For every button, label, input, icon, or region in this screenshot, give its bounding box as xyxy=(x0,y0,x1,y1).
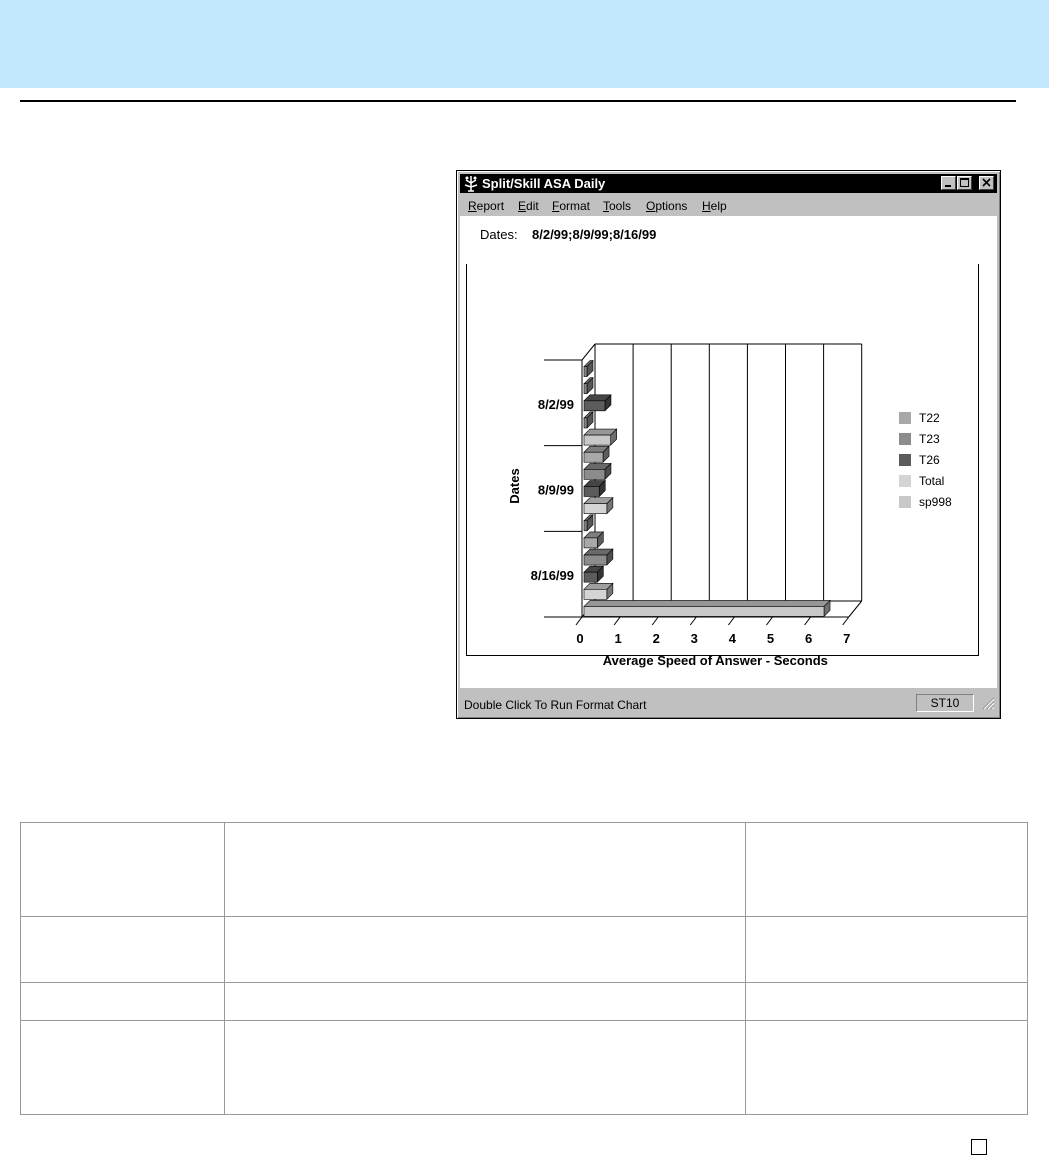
menu-report[interactable]: Report xyxy=(468,199,505,213)
maximize-icon xyxy=(958,177,971,189)
close-button[interactable] xyxy=(979,176,994,190)
x-tick-label: 4 xyxy=(728,631,737,646)
report-window xyxy=(456,170,1001,719)
x-tick xyxy=(652,617,658,625)
table-cell xyxy=(21,1021,225,1115)
header-band xyxy=(0,0,1049,88)
chart-frame[interactable] xyxy=(466,264,979,668)
y-axis-label: Dates xyxy=(507,468,522,504)
table-row xyxy=(21,1021,1028,1115)
table-row xyxy=(21,983,1028,1021)
x-tick-label: 0 xyxy=(576,631,584,646)
legend-label: T23 xyxy=(919,432,940,446)
left-wall-top xyxy=(582,344,595,360)
bar xyxy=(584,367,587,377)
bar xyxy=(584,572,597,582)
table-row xyxy=(21,917,1028,983)
x-tick xyxy=(843,617,849,625)
legend-swatch xyxy=(899,496,911,508)
menu-bar xyxy=(460,195,997,215)
x-tick-label: 2 xyxy=(652,631,660,646)
legend-label: T26 xyxy=(919,453,940,467)
table-cell xyxy=(225,823,746,917)
x-tick xyxy=(728,617,734,625)
x-tick-label: 3 xyxy=(690,631,698,646)
x-tick-label: 6 xyxy=(804,631,813,646)
menu-options[interactable]: Options xyxy=(646,199,688,213)
header-rule xyxy=(20,100,1016,102)
bar xyxy=(584,384,587,394)
legend-swatch xyxy=(899,454,911,466)
bar xyxy=(584,521,587,531)
title-bar[interactable] xyxy=(460,174,997,193)
x-tick xyxy=(576,617,582,625)
info-table xyxy=(20,822,1028,1115)
bar xyxy=(584,606,824,616)
x-axis-label: Average Speed of Answer - Seconds xyxy=(602,653,828,668)
checkbox-icon[interactable] xyxy=(971,1139,987,1155)
table-cell xyxy=(225,983,746,1021)
floor-right-edge xyxy=(849,601,862,617)
menu-format[interactable]: Format xyxy=(552,199,591,213)
x-tick xyxy=(690,617,696,625)
legend-label: T22 xyxy=(919,411,940,425)
minimize-button[interactable] xyxy=(941,176,956,190)
bar xyxy=(584,589,607,599)
table-cell xyxy=(21,823,225,917)
maximize-button[interactable] xyxy=(957,176,972,190)
menu-help[interactable]: Help xyxy=(702,199,727,213)
table-cell xyxy=(225,1021,746,1115)
status-panel: ST10 xyxy=(916,694,974,712)
status-text: Double Click To Run Format Chart xyxy=(464,698,647,712)
x-tick xyxy=(767,617,773,625)
table-cell xyxy=(746,1021,1028,1115)
bar xyxy=(584,538,597,548)
table-cell xyxy=(746,917,1028,983)
legend-label: Total xyxy=(919,474,945,488)
app-tree-icon[interactable] xyxy=(462,175,480,192)
x-tick-label: 7 xyxy=(843,631,851,646)
bar xyxy=(584,401,605,411)
bar xyxy=(584,435,611,445)
x-tick-label: 5 xyxy=(766,631,775,646)
bar-top-face xyxy=(584,600,830,606)
x-tick xyxy=(805,617,811,625)
bar xyxy=(584,487,599,497)
bar xyxy=(584,469,605,479)
close-icon xyxy=(980,177,993,189)
legend-swatch xyxy=(899,412,911,424)
category-label: 8/16/99 xyxy=(530,568,574,584)
x-tick xyxy=(614,617,620,625)
bar xyxy=(584,418,587,428)
status-bar xyxy=(460,692,997,714)
category-label: 8/9/99 xyxy=(537,482,574,498)
table-cell xyxy=(21,917,225,983)
dates-value: 8/2/99;8/9/99;8/16/99 xyxy=(532,227,657,242)
x-tick-label: 1 xyxy=(614,631,622,646)
table-cell xyxy=(225,917,746,983)
dates-label: Dates: xyxy=(480,227,518,242)
table-cell xyxy=(21,983,225,1021)
bar xyxy=(584,504,607,514)
window-client-area xyxy=(460,216,997,688)
legend-label: sp998 xyxy=(919,495,952,509)
resize-grip-icon[interactable] xyxy=(981,696,995,710)
legend-swatch xyxy=(899,475,911,487)
menu-tools[interactable]: Tools xyxy=(603,199,632,213)
table-cell xyxy=(746,983,1028,1021)
minimize-icon xyxy=(942,177,955,189)
category-label: 8/2/99 xyxy=(537,396,574,412)
legend-swatch xyxy=(899,433,911,445)
window-title: Split/Skill ASA Daily xyxy=(482,176,606,191)
table-row xyxy=(21,823,1028,917)
bar xyxy=(584,452,603,462)
bar xyxy=(584,555,607,565)
menu-edit[interactable]: Edit xyxy=(518,199,539,213)
table-cell xyxy=(746,823,1028,917)
asa-bar-chart[interactable] xyxy=(467,264,978,668)
